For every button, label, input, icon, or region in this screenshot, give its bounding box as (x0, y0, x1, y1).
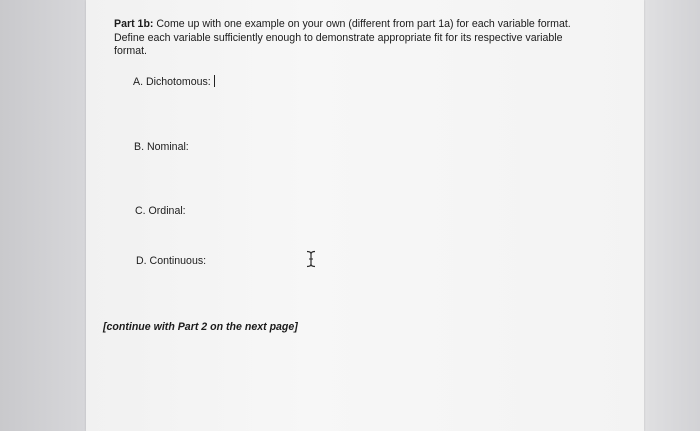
item-ordinal[interactable] (135, 205, 186, 217)
item-nominal[interactable] (134, 141, 189, 153)
item-dichotomous[interactable] (133, 75, 215, 88)
ibeam-cursor-icon (305, 250, 317, 268)
left-margin (0, 0, 86, 431)
instructions-paragraph (114, 18, 584, 59)
item-continuous-label: D. Continuous: (136, 255, 207, 267)
text-caret-icon (214, 75, 215, 87)
item-ordinal-label: C. Ordinal: (135, 205, 186, 217)
item-dichotomous-label: A. Dichotomous: (133, 76, 211, 88)
right-margin (644, 0, 700, 431)
item-continuous[interactable] (136, 255, 206, 267)
continue-note: [continue with Part 2 on the next page] (103, 321, 298, 333)
part-label: Part 1b: (114, 18, 154, 30)
item-nominal-label: B. Nominal: (134, 141, 189, 153)
document-page[interactable] (86, 0, 644, 431)
instructions-text: Come up with one example on your own (different from part 1a) for each variable format. Define each variable sufficiently enough to demonstrate appropriate fit for its respective variable format. (114, 18, 571, 57)
